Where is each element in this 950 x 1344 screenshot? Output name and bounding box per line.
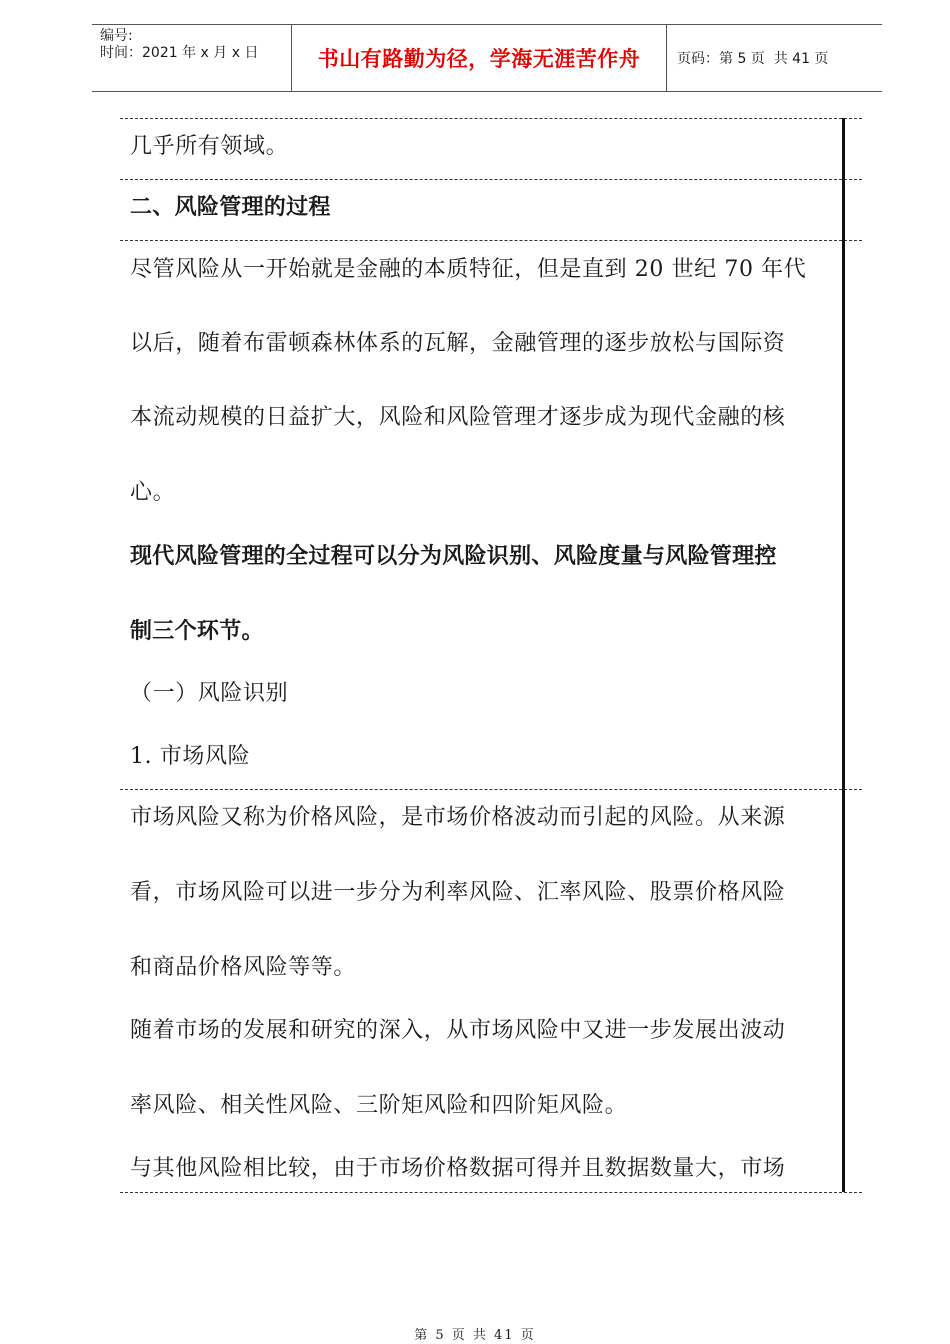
header-meta [92, 25, 292, 91]
header-page-info [667, 25, 882, 91]
right-border [842, 118, 845, 1192]
page-label: 页码：第 5 页 共 41 页 [677, 51, 829, 67]
text-line: 与其他风险相比较，由于市场价格数据可得并且数据数量大，市场 [130, 1156, 786, 1181]
text-line: 心。 [130, 480, 176, 505]
text-line: 和商品价格风险等等。 [130, 955, 357, 980]
page-footer: 第 5 页 共 41 页 [414, 1328, 536, 1343]
text-line: 看，市场风险可以进一步分为利率风险、汇率风险、股票价格风险 [130, 880, 786, 905]
divider-line [120, 179, 862, 180]
bold-paragraph-line: 制三个环节。 [130, 619, 264, 644]
divider-line [120, 118, 862, 119]
divider-line [120, 789, 862, 790]
text-line: 市场风险又称为价格风险，是市场价格波动而引起的风险。从来源 [130, 805, 786, 830]
subsection-heading: 1. 市场风险 [130, 744, 251, 769]
text-line: 几乎所有领域。 [130, 134, 289, 159]
header-motto: 书山有路勤为径，学海无涯苦作舟 [292, 25, 667, 91]
page-header [92, 24, 882, 92]
number-label: 编号: [100, 28, 133, 44]
text-line: 本流动规模的日益扩大，风险和风险管理才逐步成为现代金融的核 [130, 405, 786, 430]
text-line: 率风险、相关性风险、三阶矩风险和四阶矩风险。 [130, 1093, 628, 1118]
time-label: 时间：2021 年 x 月 x 日 [100, 45, 259, 61]
divider-line [120, 1192, 862, 1193]
section-heading: 二、风险管理的过程 [130, 195, 331, 220]
text-line: 尽管风险从一开始就是金融的本质特征，但是直到 20 世纪 70 年代 [130, 257, 807, 282]
text-line: 以后，随着布雷顿森林体系的瓦解，金融管理的逐步放松与国际资 [130, 331, 786, 356]
subsection-heading: （一）风险识别 [130, 681, 289, 706]
text-line: 随着市场的发展和研究的深入，从市场风险中又进一步发展出波动 [130, 1018, 786, 1043]
divider-line [120, 240, 862, 241]
bold-paragraph-line: 现代风险管理的全过程可以分为风险识别、风险度量与风险管理控 [130, 544, 777, 569]
